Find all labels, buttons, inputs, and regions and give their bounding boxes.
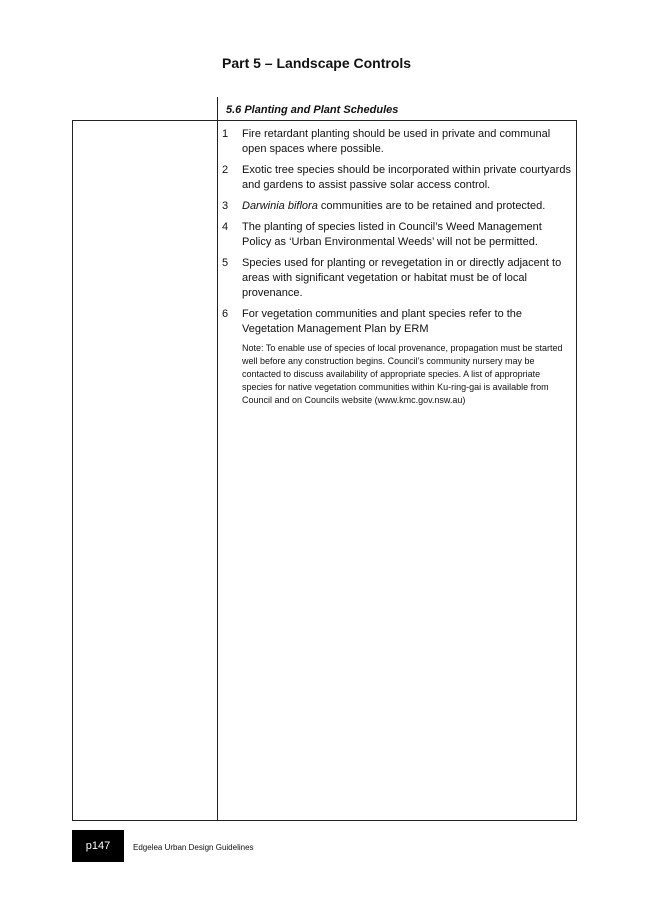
control-item <box>222 307 572 337</box>
control-list <box>222 127 572 343</box>
control-item <box>222 163 572 193</box>
page-number-badge: p147 <box>72 830 124 862</box>
control-item <box>222 220 572 250</box>
control-item <box>222 127 572 157</box>
column-divider <box>217 120 218 821</box>
section-heading: 5.6 Planting and Plant Schedules <box>226 104 399 116</box>
note-text: Note: To enable use of species of local provenance, propagation must be started well before any construction begins. Council’s community nursery may be contacted to discuss availability of appropriate species. A list of appropriate species for native vegetation communities within Ku-ring-gai is available from Council and on Councils website (www.kmc.gov.nsw.au) <box>242 343 563 405</box>
item-text: Fire retardant planting should be used in private and communal open spaces where possible. <box>242 128 551 155</box>
item-number: 5 <box>222 257 229 269</box>
item-number: 4 <box>222 221 229 233</box>
column-divider-top <box>217 97 218 121</box>
item-text <box>242 199 572 214</box>
page-title: Part 5 – Landscape Controls <box>222 55 412 71</box>
document-title: Edgelea Urban Design Guidelines <box>133 843 254 852</box>
item-number: 3 <box>222 200 229 212</box>
item-text: Exotic tree species should be incorporated within private courtyards and gardens to assist passive solar access control. <box>242 164 571 191</box>
item-text: The planting of species listed in Council’s Weed Management Policy as ‘Urban Environmental Weeds’ will not be permitted. <box>242 221 542 248</box>
item-text-rest: communities are to be retained and protected. <box>317 200 546 212</box>
item-number: 6 <box>222 308 229 320</box>
control-item <box>222 199 572 214</box>
control-item <box>222 256 572 301</box>
species-name: Darwinia biflora <box>242 200 318 212</box>
item-number: 1 <box>222 128 229 140</box>
item-text: Species used for planting or revegetation in or directly adjacent to areas with significant vegetation or habitat must be of local provenance. <box>242 257 562 299</box>
item-text: For vegetation communities and plant species refer to the Vegetation Management Plan by ERM <box>242 308 523 335</box>
item-number: 2 <box>222 164 229 176</box>
